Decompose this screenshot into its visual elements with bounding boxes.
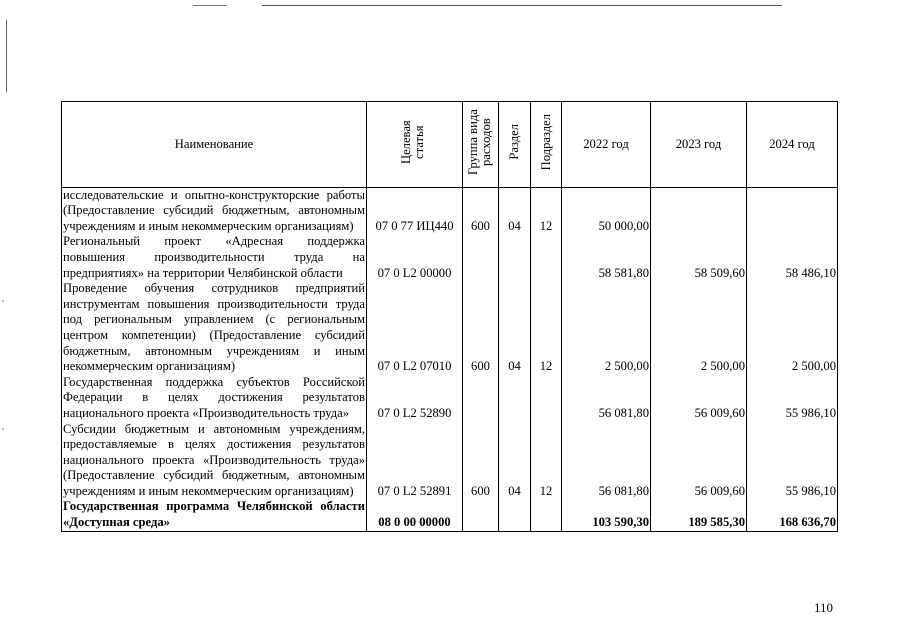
table-row xyxy=(62,375,838,422)
row-2023: 56 009,60 xyxy=(651,375,747,422)
scan-dot xyxy=(2,300,4,302)
table-row xyxy=(62,422,838,500)
row-2024: 55 986,10 xyxy=(747,375,838,422)
row-subsection xyxy=(531,499,562,531)
row-section xyxy=(499,375,531,422)
row-section: 04 xyxy=(499,422,531,500)
row-name: Региональный проект «Адресная поддержка повышения производительности труда на предприятиях» на территории Челябинской области xyxy=(63,234,365,280)
row-code: 07 0 77 ИЦ440 xyxy=(367,187,463,234)
row-subsection xyxy=(531,375,562,422)
row-2024: 58 486,10 xyxy=(747,234,838,281)
row-2024 xyxy=(747,187,838,234)
header-expense-group: Группа вида расходов xyxy=(463,102,499,188)
row-code: 07 0 L2 52891 xyxy=(367,422,463,500)
row-code: 07 0 L2 00000 xyxy=(367,234,463,281)
row-2024: 55 986,10 xyxy=(747,422,838,500)
scan-line-left xyxy=(193,5,227,6)
scan-dot xyxy=(2,428,4,430)
row-group: 600 xyxy=(463,422,499,500)
table-row xyxy=(62,187,838,234)
header-target-article: Целевая статья xyxy=(367,102,463,188)
table-row-program-total xyxy=(62,499,838,531)
row-group xyxy=(463,375,499,422)
row-name: исследовательские и опытно-конструкторские работы (Предоставление субсидий бюджетным, автономным учреждениям и иным некоммерческим организациям) xyxy=(63,187,365,233)
row-group xyxy=(463,499,499,531)
row-code: 07 0 L2 52890 xyxy=(367,375,463,422)
row-section xyxy=(499,499,531,531)
row-2022: 2 500,00 xyxy=(562,281,651,375)
header-subsection: Подраздел xyxy=(531,102,562,188)
scan-line-right xyxy=(262,5,782,6)
header-2022: 2022 год xyxy=(562,102,651,188)
row-group: 600 xyxy=(463,281,499,375)
row-2023: 56 009,60 xyxy=(651,422,747,500)
row-name: Государственная поддержка субъектов Российской Федерации в целях достижения результатов национального проекта «Производительность труда» xyxy=(63,374,365,420)
row-2023 xyxy=(651,187,747,234)
header-2023: 2023 год xyxy=(651,102,747,188)
row-group: 600 xyxy=(463,187,499,234)
header-2024: 2024 год xyxy=(747,102,838,188)
table-header-row xyxy=(62,102,838,188)
header-section: Раздел xyxy=(499,102,531,188)
row-name: Субсидии бюджетным и автономным учреждениям, предоставляемые в целях достижения результатов национального проекта «Производительность труда» (Предоставление субсидий бюджетным, автономным учреждениям и иным некоммерческим организациям) xyxy=(63,421,365,498)
row-section: 04 xyxy=(499,281,531,375)
row-name: Государственная программа Челябинской области «Доступная среда» xyxy=(62,499,367,531)
row-code: 07 0 L2 07010 xyxy=(367,281,463,375)
table-row xyxy=(62,281,838,375)
row-name: Проведение обучения сотрудников предприятий инструментам повышения производительности труда под региональным управлением (с региональным центром компетенции) (Предоставление субсидий бюджетным, автономным учреждениям и иным некоммерческим организациям) xyxy=(63,281,365,374)
row-section xyxy=(499,234,531,281)
row-code: 08 0 00 00000 xyxy=(367,499,463,531)
row-subsection: 12 xyxy=(531,422,562,500)
table-row xyxy=(62,234,838,281)
scan-margin-mark xyxy=(6,20,7,92)
row-2022: 56 081,80 xyxy=(562,422,651,500)
row-2024: 168 636,70 xyxy=(747,499,838,531)
row-section: 04 xyxy=(499,187,531,234)
budget-table xyxy=(61,101,838,532)
row-2022: 50 000,00 xyxy=(562,187,651,234)
row-2023: 58 509,60 xyxy=(651,234,747,281)
row-2023: 189 585,30 xyxy=(651,499,747,531)
header-name: Наименование xyxy=(62,102,367,188)
row-group xyxy=(463,234,499,281)
row-2024: 2 500,00 xyxy=(747,281,838,375)
row-2022: 58 581,80 xyxy=(562,234,651,281)
page-number: 110 xyxy=(814,600,834,615)
row-2022: 56 081,80 xyxy=(562,375,651,422)
row-subsection: 12 xyxy=(531,281,562,375)
row-subsection: 12 xyxy=(531,187,562,234)
row-subsection xyxy=(531,234,562,281)
row-2022: 103 590,30 xyxy=(562,499,651,531)
row-2023: 2 500,00 xyxy=(651,281,747,375)
